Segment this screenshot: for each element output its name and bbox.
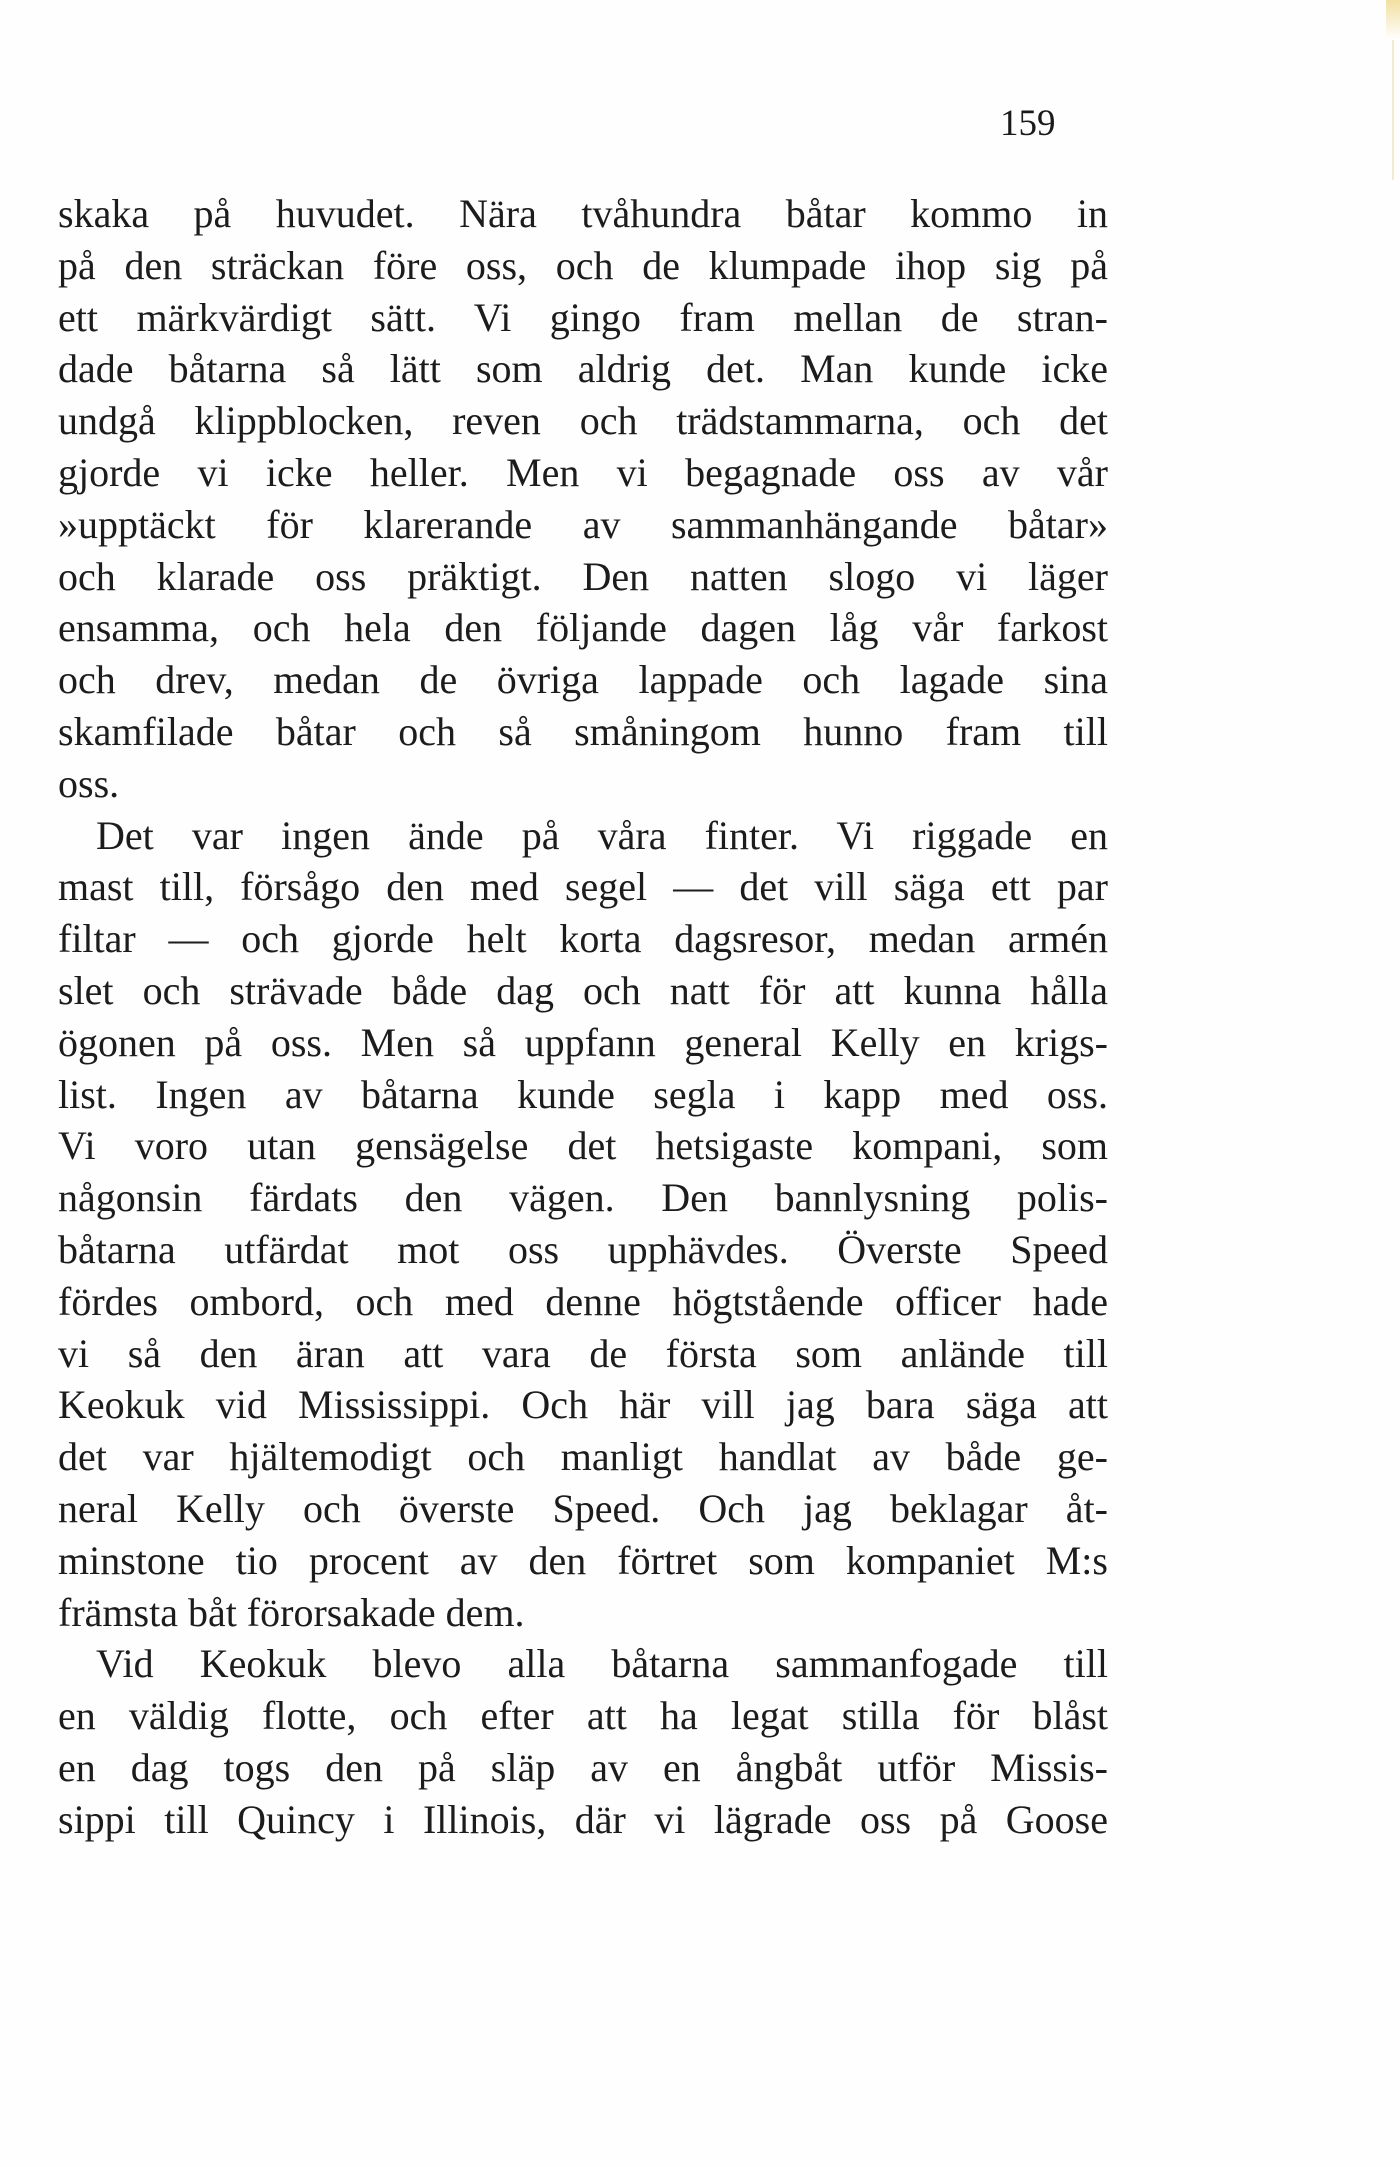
text-line: filtar — och gjorde helt korta dagsresor, medan armén <box>58 916 1108 962</box>
text-line: fördes ombord, och med denne högtstående officer hade <box>58 1278 1108 1324</box>
text-line: främsta båt förorsakade dem. <box>58 1589 525 1635</box>
text-line: sippi till Quincy i Illinois, där vi lägrade oss på Goose <box>58 1796 1108 1842</box>
text-line: någonsin färdats den vägen. Den bannlysning polis- <box>58 1175 1108 1221</box>
text-line: skaka på huvudet. Nära tvåhundra båtar kommo in <box>58 191 1108 236</box>
text-line: ett märkvärdigt sätt. Vi gingo fram mellan de stran- <box>58 294 1108 340</box>
text-line: dade båtarna så lätt som aldrig det. Man kunde icke <box>58 346 1108 392</box>
text-line: list. Ingen av båtarna kunde segla i kapp med oss. <box>58 1071 1108 1117</box>
text-line: vi så den äran att vara de första som anlände till <box>58 1330 1108 1376</box>
text-line: Det var ingen ände på våra finter. Vi riggade en <box>96 812 1108 858</box>
text-line: Vi voro utan gensägelse det hetsigaste kompani, som <box>58 1123 1108 1169</box>
text-line: ensamma, och hela den följande dagen låg vår farkost <box>58 605 1108 651</box>
text-line: och drev, medan de övriga lappade och lagade sina <box>58 657 1108 703</box>
text-line: ögonen på oss. Men så uppfann general Kelly en krigs- <box>58 1019 1108 1065</box>
text-line: »upptäckt för klarerande av sammanhängande båtar» <box>58 501 1108 547</box>
page-edge-mark <box>1386 0 1400 40</box>
text-line: det var hjältemodigt och manligt handlat av både ge- <box>58 1434 1108 1480</box>
text-line: minstone tio procent av den förtret som kompaniet M:s <box>58 1537 1108 1583</box>
text-line: på den sträckan före oss, och de klumpade ihop sig på <box>58 242 1108 288</box>
text-line: slet och strävade både dag och natt för att kunna hålla <box>58 967 1108 1013</box>
page-edge-line <box>1392 40 1394 180</box>
text-line: och klarade oss präktigt. Den natten slogo vi läger <box>58 553 1108 599</box>
body-text <box>58 188 1108 1846</box>
text-line: gjorde vi icke heller. Men vi begagnade oss av vår <box>58 449 1108 495</box>
text-line: neral Kelly och överste Speed. Och jag beklagar åt- <box>58 1485 1108 1531</box>
page-number: 159 <box>1000 103 1056 144</box>
text-line: Vid Keokuk blevo alla båtarna sammanfogade till <box>96 1641 1108 1687</box>
text-line: en dag togs den på släp av en ångbåt utför Missis- <box>58 1744 1108 1790</box>
text-line: skamfilade båtar och så småningom hunno fram till <box>58 708 1108 754</box>
text-line: mast till, försågo den med segel — det vill säga ett par <box>58 864 1108 910</box>
text-line: undgå klippblocken, reven och trädstammarna, och det <box>58 398 1108 444</box>
text-line: en väldig flotte, och efter att ha legat stilla för blåst <box>58 1693 1108 1739</box>
text-line: oss. <box>58 760 120 806</box>
text-line: båtarna utfärdat mot oss upphävdes. Överste Speed <box>58 1226 1108 1272</box>
text-line: Keokuk vid Mississippi. Och här vill jag bara säga att <box>58 1382 1108 1428</box>
